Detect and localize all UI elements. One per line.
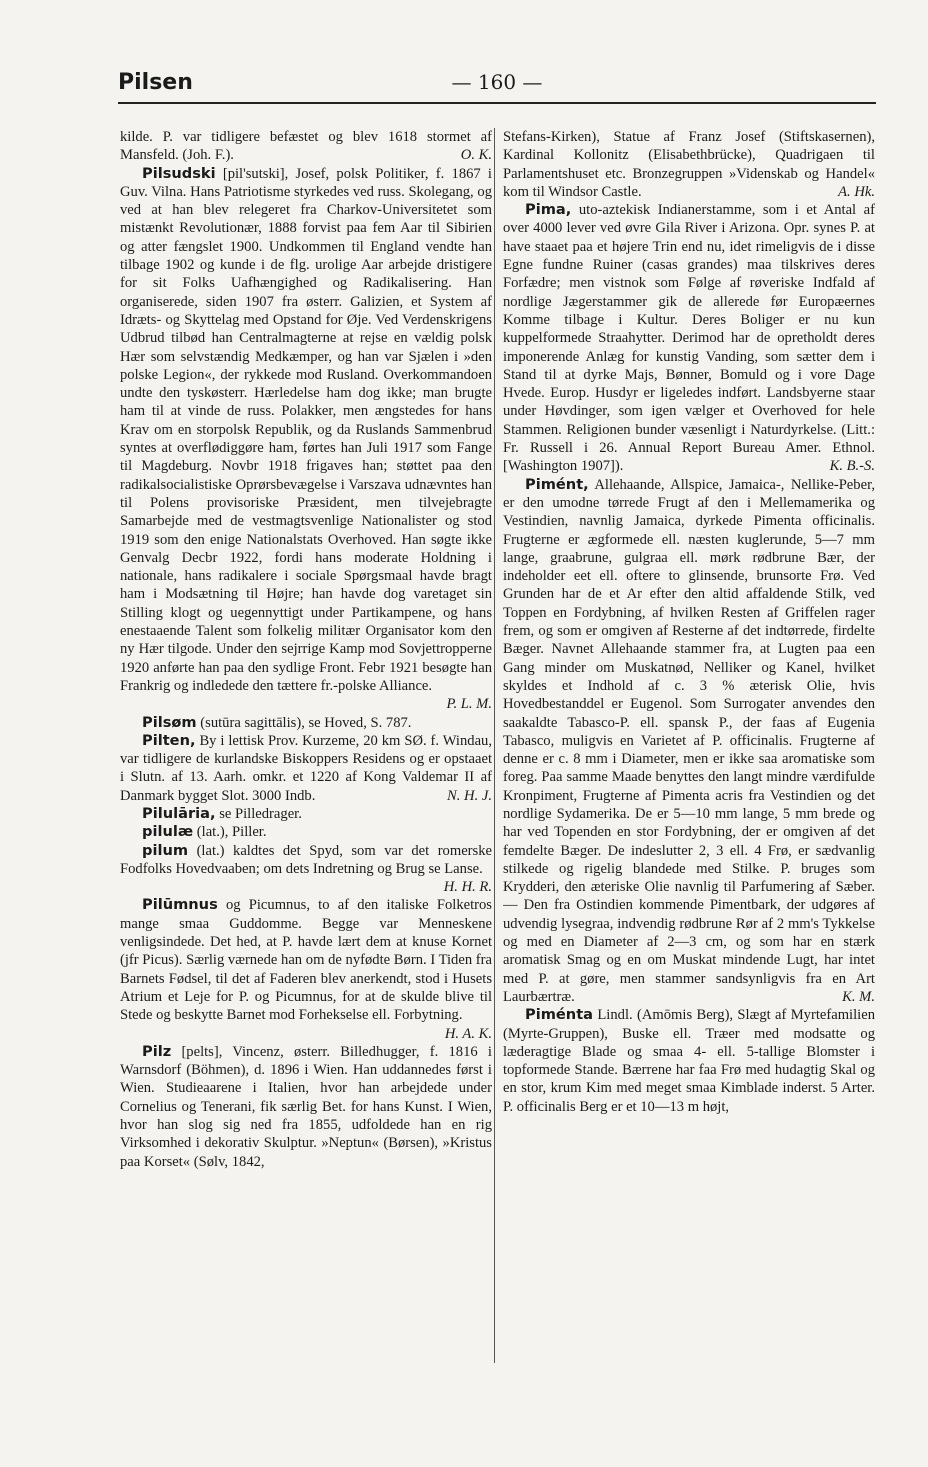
entry-headword: Pima,: [525, 201, 572, 219]
entry-signature: O. K.: [460, 147, 492, 164]
entry: [120, 1043, 492, 1171]
entry: [120, 732, 492, 805]
entry-text: kilde. P. var tidligere befæstet og blev 1618 stormet af Mansfeld. (Joh. F.).: [120, 129, 492, 164]
entry: [120, 714, 492, 732]
entry-signature: H. A. K.: [444, 1025, 492, 1042]
entry-headword: Pilsudski: [142, 164, 216, 182]
entry-headword: Pilulāria,: [142, 804, 216, 822]
entry-signature: K. B.-S.: [829, 458, 875, 475]
entry: [120, 823, 492, 841]
entry: [120, 841, 492, 896]
header-rule: [118, 102, 876, 104]
entry-text: Allehaande, Allspice, Jamaica-, Nellike-Peber, er den umodne tørrede Frugt af den i Mellemamerika og Vestindien, navnlig Jamaica, dyrkede Pimenta officinalis. Frugterne er ægformede ell. næsten kuglerunde, 5—7 mm lange, graabrune, gulgraa ell. mørk rødbrune Bær, der indeholder eet ell. oftere to glinsende, brunsorte Frø. Ved Grunden har de et Ar efter den altid affaldende Stilk, ved Toppen en Fordybning, af hvilken Resten af Griffelen rager frem, og som er omgiven af Resterne af det indtørrede, firdelte Bæger. Navnet Allehaande stammer fra, at Lugten paa een Gang minder om Muskatnød, Nelliker og Kanel, hvilket skyldes et Indhold af c. 3 % æterisk Olie, hvis Hovedbestanddel er Eugenol. Som Surrogater anvendes den saakaldte Tabasco-P. ell. spansk P., der faas af Eugenia Tabasco, muligvis en Varietet af P. officinalis. Frugterne af denne er c. 8 mm i Diameter, men er ikke saa aromatiske som foreg. Paa samme Maade benyttes den langt mindre værdifulde Kronpiment, Frugterne af Pimenta acris fra Vestindien og det nordlige Sydamerika. De er 5—10 mm lange, 5 mm brede og har ved Topenden en stor Fordybning, der er omgiven af det femdelte Bæger. De indeslutter 2, 3 ell. 4 Frø, er sædvanlig stilkede og rigelig blandede med Stilke. P. bruges som Krydderi, den æteriske Olie navnlig til Parfumering af Sæber. — Den fra Ostindien kommende Pimentbark, der udgøres af udvendig lysegraa, indvendig rødbrune Rør af 2 mm's Tykkelse og med en Diameter af 2—3 cm, og som har en stærk aromatisk Smag og en om Muskat mindende Lugt, har intet med P. at gøre, men stammer sandsynligvis fra en Art Laurbærtræ.: [503, 476, 875, 1005]
page-number: — 160 —: [451, 70, 543, 94]
entry-text: By i lettisk Prov. Kurzeme, 20 km SØ. f. Windau, var tidligere de kurlandske Biskoppers Residens og er opstaaet i Slutn. af 13. Aarh. omkr. et 1220 af Kong Valdemar II af Danmark bygget Slot. 3000 Indb.: [120, 732, 492, 804]
entry: [120, 896, 492, 1042]
running-head: Pilsen: [118, 70, 193, 95]
entry-text: [pelts], Vincenz, østerr. Billedhugger, f. 1816 i Warnsdorf (Böhmen), d. 1896 i Wien. Han uddannedes først i Wien. Studieaarene i Italien, hvor han arbejdede under Cornelius og Tenerani, fik særlig Bet. for hans Kunst. I Wien, hvor han slog sig ned fra 1855, udfoldede han en rig Virksomhed i dekorativ Skulptur. »Neptun« (Børsen), »Kristus paa Korset« (Sølv, 1842,: [120, 1043, 492, 1170]
entry: [120, 164, 492, 713]
entry: [503, 1006, 875, 1116]
right-column: [503, 128, 875, 1378]
entry-headword: Pilten,: [142, 731, 196, 749]
entry: [503, 128, 875, 201]
entry-signature: A. Hk.: [838, 183, 875, 200]
left-column: [120, 128, 492, 1378]
entry-headword: Pilūmnus: [142, 896, 218, 914]
entry-text: Stefans-Kirken), Statue af Franz Josef (Stiftskasernen), Kardinal Kollonitz (Elisabethbrücke), Quadrigaen til Parlamentshuset etc. Bronzegruppen »Videnskab og Handel« kom til Windsor Castle.: [503, 129, 875, 200]
entry: [120, 805, 492, 823]
entry-signature: P. L. M.: [446, 696, 492, 713]
entry-headword: pilum: [142, 841, 189, 859]
entry-signature: H. H. R.: [443, 879, 492, 896]
entry-text: og Picumnus, to af den italiske Folketros mange smaa Guddomme. Begge var Menneskene venligsindede. Det hed, at P. havde lært dem at knuse Kornet (jfr Picus). Særlig værnede han om de nyfødte Børn. I Tiden fra Barnets Fødsel, til det af Faderen blev anerkendt, stod i Husets Atrium et Leje for P. og Picumnus, for at de skulde blive til Stede og beskytte Barnet mod Forhekselse ell. Forbytning.: [120, 897, 492, 1024]
entry-headword: pilulæ: [142, 823, 194, 841]
entry: [503, 476, 875, 1007]
entry-text: se Pilledrager.: [215, 805, 302, 822]
entry-text: [pil'sutski], Josef, polsk Politiker, f. 1867 i Guv. Vilna. Hans Patriotisme styrkedes ved russ. Skolegang, og ved at han blev relegeret fra Charkov-Universitetet som mistænkt Revolutionær, 1888 forvist paa fem Aar til Sibirien og atter fængslet 1900. Undkommen til England vendte han tilbage 1902 og kunde i de flg. urolige Aar arbejde dristigere for sit Folks Uafhængighed og Radikalisering. Han organiserede, siden 1907 fra østerr. Galizien, et System af Idræts- og Skyttelag med Opstand for Øje. Ved Verdenskrigens Udbrud tilbød han Centralmagterne at rejse en vældig polsk Hær som selvstændig Medkæmper, og han var Sjælen i »den polske Legion«, der rykkede mod Rusland. Overkommandoen undte den tyskøsterr. Hærledelse ham dog ikke; man brugte ham til at vinde de russ. Polakker, men ængstedes for hans Krav om en storpolsk Republik, og da Ruslands Sammenbrud syntes at overflødiggøre ham, førtes han Juli 1917 som Fange til Magdeburg. Novbr 1918 frigaves han; støttet paa den radikalsocialistiske Oprørsbevægelse i Varszava udnævntes han til Polens provisoriske Præsident, men tilvejebragte Samarbejde med de vestmagtsvenlige Nationalister og stod 1919 som den enige Nationalstats Overhoved. Han søgte ikke Genvalg Decbr 1922, fordi hans moderate Holdning i nationale, hans radikalere i sociale Spørgsmaal havde bragt ham i Modsætning til Højre; han havde dog varetaget sin Stilling klogt og uegennyttigt under Partikampene, og hans enestaaende Talent som folkelig militær Organisator kom den ny Hær tilgode. Under den sejrrige Kamp mod Sovjettropperne 1920 anførte han paa den sydlige Front. Febr 1921 besøgte han Frankrig og indledede den tættere fr.-polske Alliance.: [120, 165, 492, 694]
entry-text: uto-aztekisk Indianerstamme, som i et Antal af over 4000 lever ved øvre Gila River i Arizona. Opr. synes P. at have staaet paa et højere Trin end nu, idet rimeligvis de i disse Egne fundne Ruiner (casas grandes) maa tilskrives deres Forfædre; men vistnok som Følge af røveriske Indfald af nordlige Jægerstammer gik de allerede før Europæernes Komme tilbage i Kultur. Deres Boliger er nu kun kuppelformede Straahytter. Derimod har de opretholdt deres imponerende Anlæg for kunstig Vanding, som sætter dem i Stand til at dyrke Majs, Bønner, Bomuld og i vore Dage Hvede. Europ. Husdyr er ligeledes indført. Landsbyerne staar under Høvdinger, som igen vælger et Overhoved for hele Stammen. Religionen bunder væsenligt i Naturdyrkelse. (Litt.: Fr. Russell i 26. Annual Report Bureau Amer. Ethnol. [Washington 1907]).: [503, 202, 875, 475]
entry-headword: Piménta: [525, 1006, 594, 1024]
entry-headword: Pilsøm: [142, 713, 197, 731]
entry-headword: Pimént,: [525, 475, 589, 493]
entry-text: (sutūra sagittālis), se Hoved, S. 787.: [196, 714, 412, 731]
entry: [503, 201, 875, 475]
entry: [120, 128, 492, 165]
entry-signature: K. M.: [842, 988, 875, 1005]
entry-text: (lat.) kaldtes det Spyd, som var det romerske Fodfolks Hovedvaaben; om dets Indretning og Brug se Lanse.: [120, 842, 492, 877]
entry-text: (lat.), Piller.: [193, 824, 267, 841]
entry-signature: N. H. J.: [447, 787, 492, 804]
entry-text: Lindl. (Amōmis Berg), Slægt af Myrtefamilien (Myrte-Gruppen), Buske ell. Træer med modsatte og læderagtige Blade og smaa 4- ell. 5-tallige Blomster i topformede Stande. Bærrene har faa Frø med hudagtig Skal og en stor, krum Kim med meget smaa Kimblade inderst. 5 Arter. P. officinalis Berg er et 10—13 m højt,: [503, 1007, 875, 1115]
column-divider: [494, 128, 495, 1363]
entry-headword: Pilz: [142, 1042, 172, 1060]
page-header: [118, 66, 876, 106]
